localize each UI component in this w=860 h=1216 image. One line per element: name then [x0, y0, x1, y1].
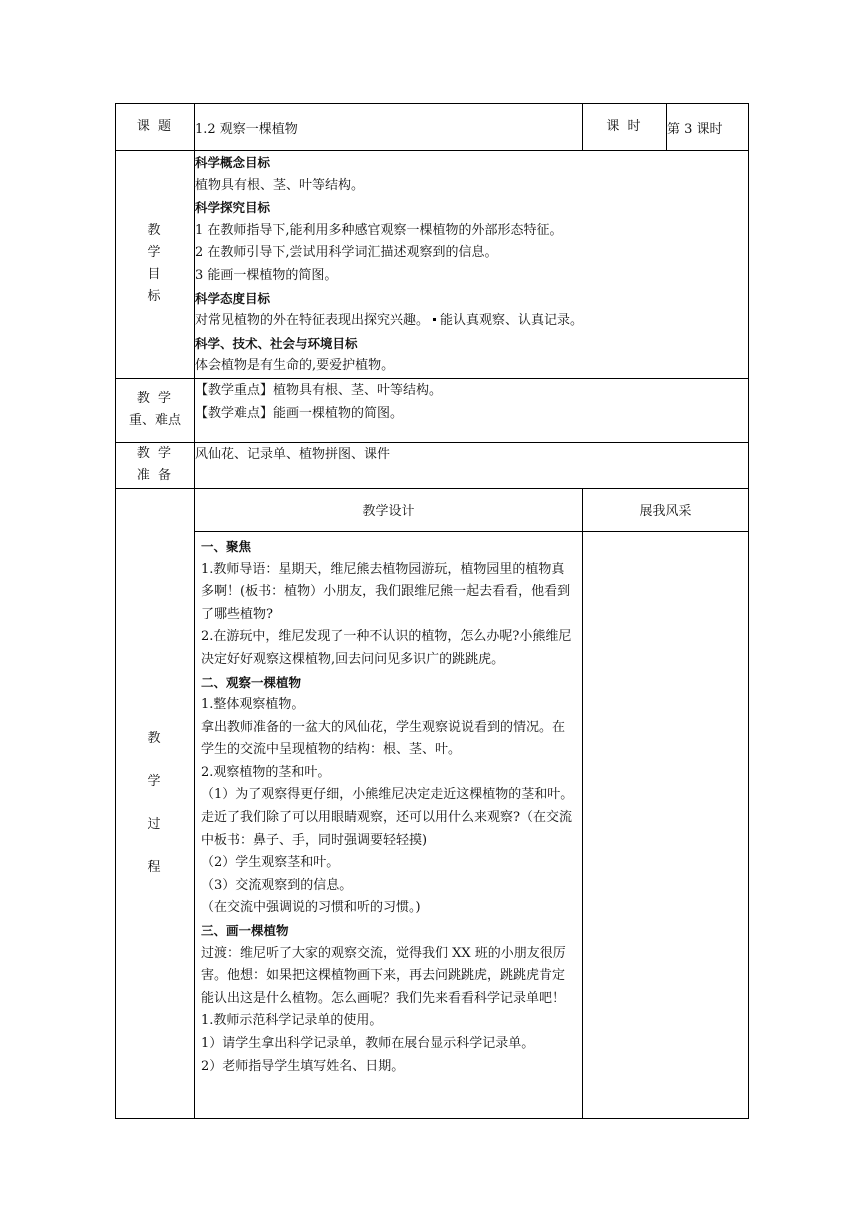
preparation-row — [116, 442, 749, 488]
attitude-text — [195, 310, 748, 333]
goals-label-char: 标 — [147, 289, 163, 305]
process-paragraph: 1.教师导语：星期天，维尼熊去植物园游玩，植物园里的植物真多啊！(板书：植物）小朋友，我们跟维尼熊一起去看看，他看到了哪些植物? — [201, 561, 571, 622]
sts-heading: 科学、技术、社会与环境目标 — [195, 335, 358, 351]
design-header: 教学设计 — [195, 488, 583, 531]
preparation-content — [195, 442, 749, 488]
process-section-heading: 三、画一棵植物 — [201, 923, 289, 939]
bullet-dot-icon — [433, 318, 436, 321]
process-paragraph: 2）老师指导学生填写姓名、日期。 — [201, 1058, 405, 1074]
goals-row — [116, 151, 749, 379]
show-content — [583, 531, 749, 1118]
process-paragraph: 拿出教师准备的一盆大的风仙花，学生观察说说看到的情况。在学生的交流中呈现植物的结构：根、茎、叶。 — [201, 719, 566, 758]
process-paragraph: （2）学生观察茎和叶。 — [201, 855, 340, 871]
process-label — [116, 488, 195, 1118]
process-header-row — [116, 488, 749, 531]
inquiry-heading: 科学探究目标 — [195, 200, 271, 216]
process-paragraph: （3）交流观察到的信息。 — [201, 877, 353, 893]
process-label-char: 过 — [147, 816, 163, 832]
process-paragraph: （1）为了观察得更仔细，小熊维尼决定走近这棵植物的茎和叶。走近了我们除了可以用眼睛观察，还可以用什么来观察?（在交流中板书：鼻子、手，同时强调要轻轻摸) — [201, 787, 574, 848]
topic-value: 1.2 观察一棵植物 — [195, 104, 583, 151]
preparation-text: 风仙花、记录单、植物拼图、课件 — [195, 446, 391, 462]
inquiry-item: 2 在教师引导下,尝试用科学词汇描述观察到的信息。 — [195, 245, 498, 261]
inquiry-item: 3 能画一棵植物的简图。 — [195, 267, 338, 283]
key-points-content — [195, 378, 749, 442]
key-points-label-line: 重、难点 — [128, 413, 181, 429]
process-lines — [201, 536, 576, 1078]
process-section-heading: 二、观察一棵植物 — [201, 674, 302, 690]
lesson-plan-table — [115, 103, 749, 1119]
key-points-label-line: 教 学 — [136, 391, 174, 407]
preparation-label-line: 准 备 — [136, 468, 174, 484]
sts-text: 体会植物是有生命的,要爱护植物。 — [195, 358, 395, 374]
key-points-label — [116, 378, 195, 442]
process-paragraph: 1.整体观察植物。 — [201, 697, 305, 713]
goals-label — [116, 151, 195, 379]
process-label-char: 程 — [147, 859, 163, 875]
goals-label-char: 学 — [147, 245, 163, 261]
hours-value: 第 3 课时 — [667, 104, 749, 151]
goals-label-char: 教 — [147, 223, 163, 239]
key-points-row — [116, 378, 749, 442]
inquiry-item: 1 在教师指导下,能利用多种感官观察一棵植物的外部形态特征。 — [195, 222, 563, 238]
goals-label-char: 目 — [147, 267, 163, 283]
focus-text: 【教学重点】植物具有根、茎、叶等结构。 — [195, 382, 443, 398]
hours-label: 课 时 — [583, 104, 667, 151]
design-content — [195, 531, 583, 1118]
process-paragraph: 过渡：维尼听了大家的观察交流，觉得我们 XX 班的小朋友很厉害。他想：如果把这棵植物画下来，再去问跳跳虎，跳跳虎肯定能认出这是什么植物。怎么画呢？我们先来看看科学记录单吧！ — [201, 945, 566, 1006]
difficulty-text: 【教学难点】能画一棵植物的简图。 — [195, 405, 404, 421]
process-paragraph: 2.在游玩中，维尼发现了一种不认识的植物，怎么办呢?小熊维尼决定好好观察这棵植物,回去问问见多识广的跳跳虎。 — [201, 629, 572, 667]
goals-content — [195, 151, 749, 379]
process-label-char: 学 — [147, 773, 163, 789]
process-section-heading: 一、聚焦 — [201, 538, 252, 554]
process-body-row — [116, 531, 749, 1118]
concept-text: 植物具有根、茎、叶等结构。 — [195, 177, 365, 193]
process-paragraph: 2.观察植物的茎和叶。 — [201, 764, 331, 780]
preparation-label — [116, 442, 195, 488]
show-header: 展我风采 — [583, 488, 749, 531]
process-paragraph: 1）请学生拿出科学记录单，教师在展台显示科学记录单。 — [201, 1036, 535, 1051]
process-paragraph: （在交流中强调说的习惯和听的习惯。) — [201, 900, 421, 916]
attitude-heading: 科学态度目标 — [195, 290, 271, 306]
attitude-text-b: 能认真观察、认真记录。 — [440, 313, 584, 329]
attitude-text-a: 对常见植物的外在特征表现出探究兴趣。 — [195, 313, 430, 329]
concept-heading: 科学概念目标 — [195, 155, 271, 170]
process-paragraph: 1.教师示范科学记录单的使用。 — [201, 1013, 383, 1029]
process-label-char: 教 — [147, 730, 163, 746]
preparation-label-line: 教 学 — [136, 446, 174, 462]
topic-row — [116, 104, 749, 151]
topic-label: 课 题 — [116, 104, 195, 151]
